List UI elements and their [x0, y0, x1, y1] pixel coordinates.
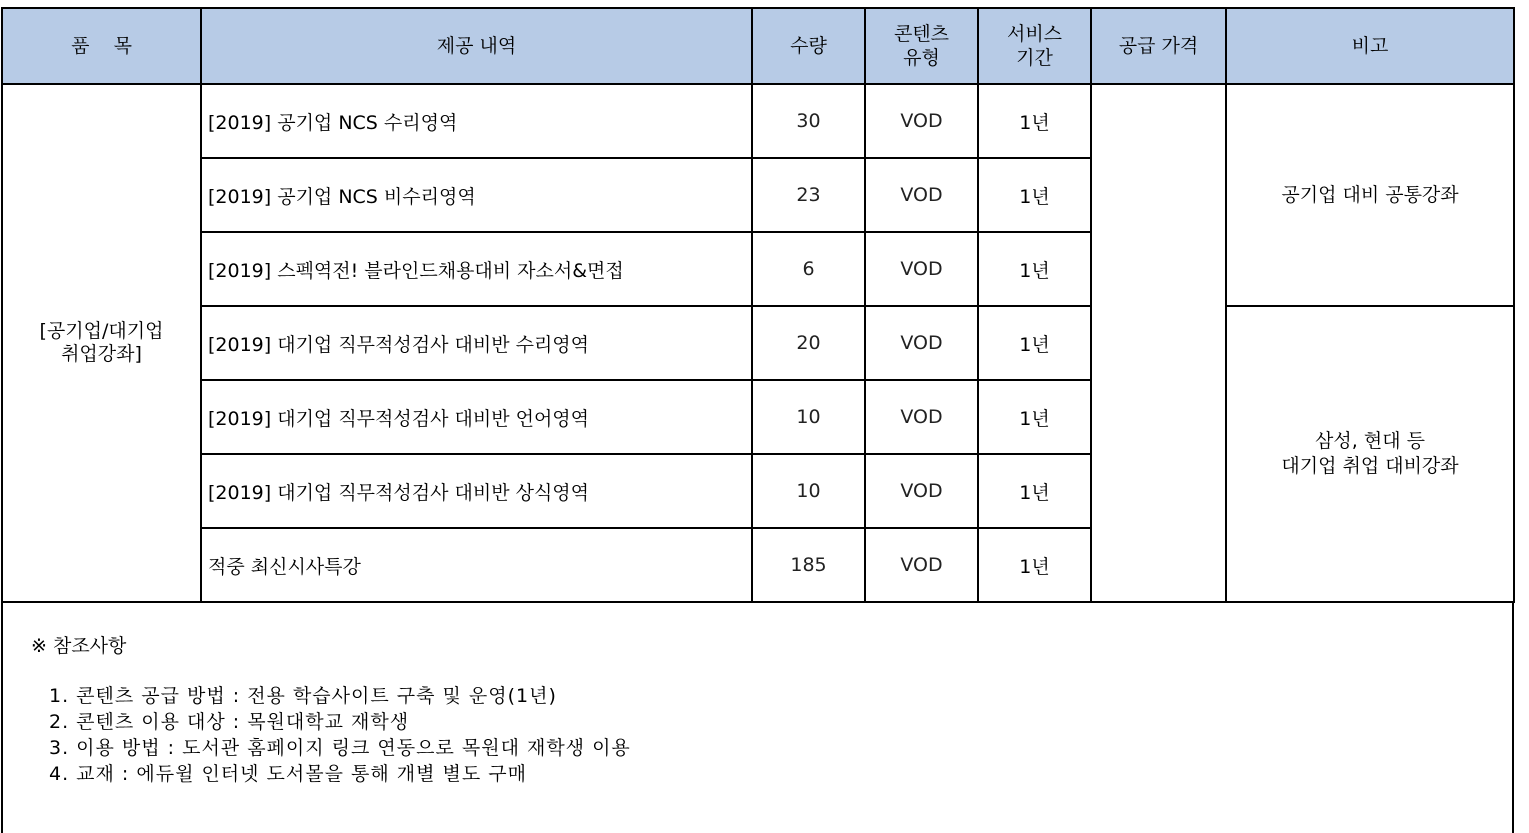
row-content-type: VOD — [865, 528, 978, 602]
supply-price-cell — [1091, 84, 1226, 602]
row-details: [2019] 공기업 NCS 비수리영역 — [201, 158, 752, 232]
row-details: [2019] 대기업 직무적성검사 대비반 언어영역 — [201, 380, 752, 454]
header-remarks: 비고 — [1226, 8, 1514, 84]
row-service-period: 1년 — [978, 84, 1091, 158]
header-service-period: 서비스 기간 — [978, 8, 1091, 84]
list-item: 1. 콘텐츠 공급 방법 : 전용 학습사이트 구축 및 운영(1년) — [49, 685, 557, 707]
row-content-type: VOD — [865, 454, 978, 528]
row-service-period: 1년 — [978, 528, 1091, 602]
header-quantity: 수량 — [752, 8, 865, 84]
table-row — [2, 306, 1514, 380]
notes-list — [49, 683, 631, 787]
list-item: 3. 이용 방법 : 도서관 홈페이지 링크 연동으로 목원대 재학생 이용 — [49, 737, 631, 759]
row-details: 적중 최신시사특강 — [201, 528, 752, 602]
table-header-row — [2, 8, 1514, 84]
row-content-type: VOD — [865, 306, 978, 380]
row-details: [2019] 스펙역전! 블라인드채용대비 자소서&면접 — [201, 232, 752, 306]
row-quantity: 20 — [752, 306, 865, 380]
row-details: [2019] 대기업 직무적성검사 대비반 상식영역 — [201, 454, 752, 528]
row-quantity: 23 — [752, 158, 865, 232]
row-service-period: 1년 — [978, 232, 1091, 306]
list-item: 2. 콘텐츠 이용 대상 : 목원대학교 재학생 — [49, 711, 410, 733]
row-content-type: VOD — [865, 84, 978, 158]
row-service-period: 1년 — [978, 454, 1091, 528]
row-quantity: 10 — [752, 454, 865, 528]
item-category-cell: [공기업/대기업 취업강좌] — [2, 84, 201, 602]
row-details: [2019] 대기업 직무적성검사 대비반 수리영역 — [201, 306, 752, 380]
row-content-type: VOD — [865, 158, 978, 232]
content-supply-table — [1, 7, 1515, 603]
table-row — [2, 84, 1514, 158]
row-quantity: 30 — [752, 84, 865, 158]
header-content-type: 콘텐츠 유형 — [865, 8, 978, 84]
list-item: 4. 교재 : 에듀윌 인터넷 도서몰을 통해 개별 별도 구매 — [49, 763, 527, 785]
reference-notes-box — [1, 601, 1514, 833]
row-service-period: 1년 — [978, 158, 1091, 232]
remarks-large-enterprise: 삼성, 현대 등 대기업 취업 대비강좌 — [1226, 306, 1514, 602]
quote-table-wrapper — [1, 7, 1513, 603]
notes-title: ※ 참조사항 — [31, 635, 127, 657]
row-service-period: 1년 — [978, 380, 1091, 454]
row-content-type: VOD — [865, 380, 978, 454]
row-quantity: 6 — [752, 232, 865, 306]
row-quantity: 10 — [752, 380, 865, 454]
remarks-public-enterprise: 공기업 대비 공통강좌 — [1226, 84, 1514, 306]
header-supply-price: 공급 가격 — [1091, 8, 1226, 84]
row-service-period: 1년 — [978, 306, 1091, 380]
header-item: 품 목 — [2, 8, 201, 84]
header-details: 제공 내역 — [201, 8, 752, 84]
row-content-type: VOD — [865, 232, 978, 306]
row-quantity: 185 — [752, 528, 865, 602]
row-details: [2019] 공기업 NCS 수리영역 — [201, 84, 752, 158]
